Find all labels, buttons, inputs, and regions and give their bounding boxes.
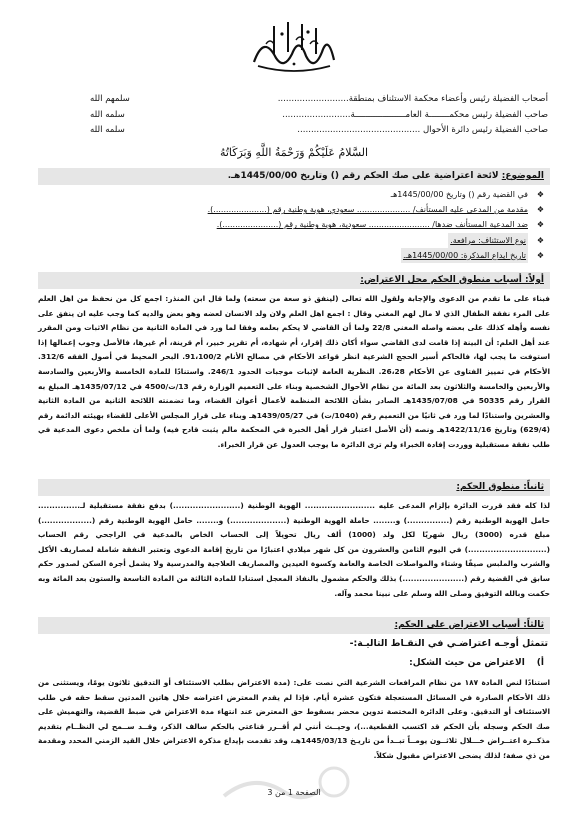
- list-item: [60, 217, 544, 232]
- list-item: [60, 233, 544, 248]
- case-items-list: [60, 187, 544, 263]
- addressee-greeting: سلمهم الله: [90, 94, 130, 104]
- diamond-bullet-icon: ❖: [536, 250, 544, 260]
- addressee-greeting: سلمه الله: [90, 125, 125, 135]
- addressee-greeting: سلمه الله: [90, 109, 125, 120]
- point-label: أ): [536, 658, 544, 668]
- subject-text: لائحة اعتراضية على صك الحكم رقم () وتاريخ 1445/00/00هـ.: [227, 171, 502, 181]
- list-item: [60, 248, 544, 263]
- addressee-row: [90, 123, 548, 139]
- case-item-text: تاريخ ايداع المذكرة: 1445/00/00هـ.: [401, 248, 528, 263]
- point-title: الاعتراض من حيث الشكل:: [409, 658, 525, 668]
- diamond-bullet-icon: ❖: [536, 220, 544, 230]
- addressee-text: صاحب الفضيلة رئيس محكمــــــــة العامــــــــــــــــــــة.........................: [282, 109, 548, 120]
- section3-intro: تتمثل أوجـه اعتراضـي في النقـاط التاليـة:-: [349, 638, 548, 649]
- section2-title-text: ثانياً: منطوق الحكم:: [456, 482, 544, 492]
- diamond-bullet-icon: ❖: [536, 235, 544, 245]
- section1-title: [38, 272, 550, 289]
- addressee-row: [90, 108, 548, 124]
- watermark-logo-icon: [214, 762, 364, 812]
- point-heading: [409, 658, 544, 668]
- addressee-text: أصحاب الفضيلة رئيس وأعضاء محكمة الاستئناف بمنطقة..........................: [277, 94, 548, 104]
- case-item-text: ضد المدعية المستأنف ضدها/ ........................ سعودية، هوية وطنية رقم (......................).: [216, 220, 528, 230]
- case-item-text: نوع الاستئناف: مرافعة.: [448, 233, 528, 248]
- diamond-bullet-icon: ❖: [536, 205, 544, 215]
- section2-body: لذا كله فقد قررت الدائرة بإلزام المدعى عليه ......................... الهوية الوطنية (........................) بدفع نفقة مستقبلية لـ............... حامل الهوية الوطنية رقم (...............) و........ حاملة الهوية الوطنية (....................) و........ حامل الهوية الوطنية رقم (..................) مبلغ قدره (3000) ريال شهريًا لكل ولد (1000) ألف ريال تحويلاً إلى الحساب الخاص بالمدعية في الراجحي رقم الحساب (............................) في اليوم الثامن والعشرون من كل شهر ميلادي اعتبارًا من تاريخ إقامة الدعوى وتعتبر النفقة شاملة لمصاريف الأكل والشرب والملبس صيفًا وشتاء والمواصلات الخاصة والعامة وكسوة العيدين والمصاريف العلاجية والمدرسية ولا يشمل أجرة السكن لصدور حكم سابق في القضية رقم (......................) بذلك والحكم مشمول بالنفاذ المعجل استنادا للمادة الثالثة من المادة التاسعة والستون بعد المائة وبه حكمت وبالله التوفيق وصلى الله وسلم على نبينا محمد وآله.: [38, 501, 550, 598]
- salam-greeting: السَّلامُ عَلَيْكُمْ وَرَحْمَةُ اللَّهِ وَبَرَكَاتُهُ: [219, 146, 369, 159]
- page-number: الصفحة 1 من 3: [267, 788, 321, 797]
- list-item: [60, 187, 544, 202]
- section3-title-text: ثالثاً: أسباب الاعتراض على الحكم:: [394, 620, 544, 630]
- subject-label: الموضوع:: [501, 171, 544, 181]
- section3-title: [38, 617, 550, 634]
- section3-body: استنادًا لنص المادة ١٨٧ من نظام المرافعات الشرعية التي نصت على: (مدة الاعتراض بطلب الاستئناف أو التدقيق ثلاثون يومًا، ويستثنى من ذلك الأحكام الصادرة في المسائل المستعجلة فتكون عشرة أيام. فإذا لم يقدم المعترض اعتراضه خلال هاتين المدتين سقط حقه في طلب الاستئناف أو التدقيق. وعلى الدائرة المختصة تدوين محضر بسقوط حق المعترض عند انتهاء مدة الاعتراض في ضبط القضية، والتهميش على صك الحكم وسجله بأن الحكم قد اكتسب القطعية...)، وحيــث أنني لم أقــرر قناعتي بالحكم سالف الذكر، وقــد ســمح لي النظــام بتقديم مذكــرة اعتــراض خـــلال ثلاثــون يومــاً تبــدأ من تاريـخ 1445/03/13هـ، وقد تقدمت بإيداع مذكرة الاعتراض خلال القيد الزمني المحدد ومقدمة من ذي صفة؛ لذلك يضحى الاعتراض مقبول شكلاً.: [38, 678, 550, 760]
- section1-body: فبناء على ما تقدم من الدعوى والإجابة ولقول الله تعالى (لينفق ذو سعة من سعته) ولما قال ابن المنذر: اجمع كل من نحفظ من اهل العلم على المرء نفقة الطفال الذي لا مال لهم المغني وقال : اجمع اهل العلم ولان ولد الانسان لعضه وهو بعض والديه كما وجب عليه ان ينفق على نفسه وأهله كذلك على بعضه واصله المغني 22/8 ولما أن القاضي لا يحكم بعلمه وفقا لما ورد في المادة الثانية من نظام الاثبات ومن المقرر عند أهل العلم: أن البينة إذا قامت لدى القاضي سواء أكان ذلك إقرار، أم شهادة، أم تقرير خبير، أم قرينة، أم غيرها، فالأصل وجوب إعمالها إذا استوفت ما يجب لها، فالحاكم أسير الحجج الشرعية انظر قواعد الأحكام في مصالح الأنام 91،100/2. البحر المحيط في أصول الفقه 312/6. الأحكام في تمييز الفتاوى عن الأحكام 26،28. النظرية العامة لإثبات موجبات الحدود 246/1. واستنادًا للمادة الخامسة والأربعين والسادسة والأربعين والخامسة والثلاثون بعد المائة من نظام الأحوال الشخصية وبناء على التعميم الوزارة رقم 13/ت/4500 في 1435/07/12هـ المبلغ به القرار رقم 50335 في 1435/07/08هـ الصادر بشأن اللائحة المنظمة لأعمال أعوان القضاء، وما تضمنته اللائحة الثانية من المادة الثانية والعشرين واستنادًا لما ورد في ثانيًا من التعميم رقم (1040/ت) في 1439/05/27هـ وبناء على قرار المجلس الأعلى للقضاء بهيئته الدائمة رقم (629/4) وتاريخ 1422/11/16هـ ونصه (أن الأصل اعتبار قرار أهل الخبرة في المحكمة مالم يثبت قادح فيه) ولما أن ملخص دعوى المدعية في طلب نفقة مستقبلية ووردت إفادة الخبراء ولم ترى الدائرة ما يوجب العدول عن قرار الخبراء.: [38, 294, 551, 449]
- section2-title: [38, 479, 550, 496]
- section1-title-text: أولاً: أسباب منطوق الحكم محل الاعتراض:: [360, 275, 544, 285]
- addressee-row: [90, 92, 548, 108]
- case-item-text: مقدمة من المدعى عليه المستأنف/ ..................... سعودي، هوية وطنية رقم (.....................).: [207, 205, 528, 215]
- case-item-text: في القضية رقم () وتاريخ 1445/00/00هـ: [390, 190, 528, 199]
- subject-bar: [38, 168, 550, 185]
- addressees-block: [90, 92, 548, 139]
- list-item: [60, 202, 544, 217]
- diamond-bullet-icon: ❖: [536, 190, 544, 199]
- addressee-text: صاحب الفضيلة رئيس دائرة الأحوال .............................................: [297, 125, 548, 135]
- basmala-calligraphy-icon: [244, 14, 344, 76]
